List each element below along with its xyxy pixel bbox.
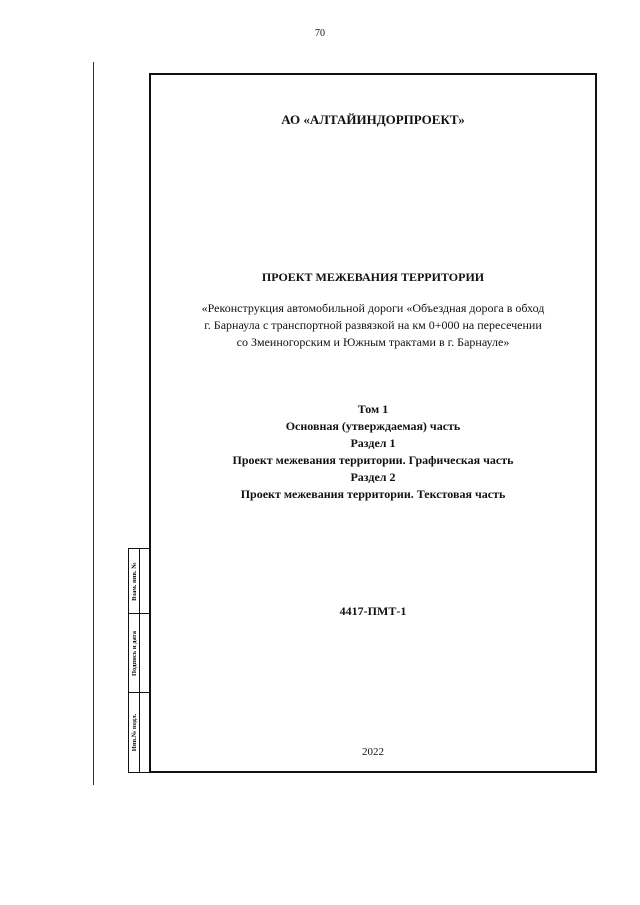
- volume-line: Том 1: [357, 402, 389, 416]
- stamp-cell-inv-replace: [129, 549, 149, 614]
- stamp-label-inv-replace: Взам. инв. №: [131, 562, 139, 601]
- description-line: со Змеиногорским и Южным трактами в г. Барнауле»: [236, 335, 510, 349]
- stamp-cell-signature-date: [129, 614, 149, 693]
- binding-margin-line: [93, 62, 94, 785]
- page-number: 70: [315, 28, 325, 39]
- volume-line: Проект межевания территории. Графическая часть: [232, 453, 514, 467]
- document-year: 2022: [362, 746, 384, 758]
- stamp-label-inv-orig: Инв.№ подл.: [131, 713, 138, 752]
- volume-line: Раздел 1: [350, 436, 396, 450]
- volume-line: Проект межевания территории. Текстовая часть: [240, 487, 506, 501]
- description-line: г. Барнаула с транспортной развязкой на км 0+000 на пересечении: [204, 318, 542, 332]
- volume-block: [149, 401, 597, 503]
- description-line: «Реконструкция автомобильной дороги «Объездная дорога в обход: [201, 301, 545, 315]
- company-name: АО «АЛТАЙИНДОРПРОЕКТ»: [281, 112, 465, 127]
- volume-line: Основная (утверждаемая) часть: [285, 419, 461, 433]
- side-stamp-table: [128, 548, 149, 773]
- stamp-label-signature-date: Подпись и дата: [131, 630, 139, 677]
- project-description: [149, 300, 597, 351]
- stamp-cell-inv-orig: [129, 693, 149, 772]
- document-code: 4417-ПМТ-1: [339, 604, 407, 618]
- document-title: ПРОЕКТ МЕЖЕВАНИЯ ТЕРРИТОРИИ: [261, 270, 485, 284]
- volume-line: Раздел 2: [350, 470, 396, 484]
